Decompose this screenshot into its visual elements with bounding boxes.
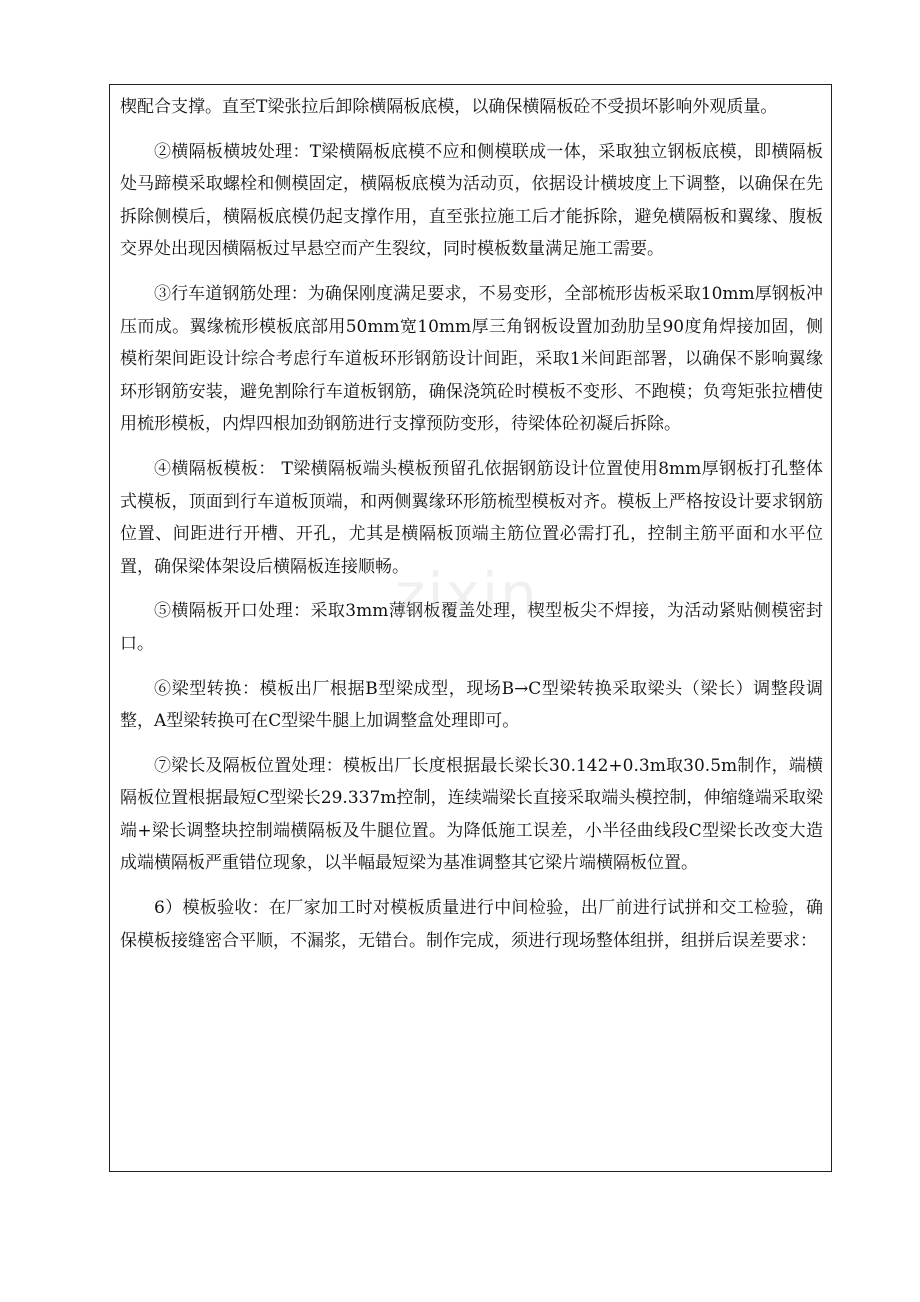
document-frame <box>109 84 832 1172</box>
paragraph-diaphragm-opening: ⑤横隔板开口处理：采取3mm薄钢板覆盖处理，楔型板尖不焊接，为活动紧贴侧模密封口。 <box>120 601 823 654</box>
paragraph-diaphragm-slope: ②横隔板横坡处理：T梁横隔板底模不应和侧模联成一体，采取独立钢板底模，即横隔板处马蹄模采取螺栓和侧模固定，横隔板底模为活动页，依据设计横坡度上下调整，以确保在先拆除侧模后，横隔板底模仍起支撑作用，直至张拉施工后才能拆除，避免横隔板和翼缘、腹板交界处出现因横隔板过早悬空而产生裂纹，同时模板数量满足施工需要。 <box>120 141 823 260</box>
paragraph-beam-length: ⑦梁长及隔板位置处理：模板出厂长度根据最长梁长30.142+0.3m取30.5m制作，端横隔板位置根据最短C型梁长29.337m控制，连续端梁长直接采取端头模控制，伸缩缝端采取梁端+梁长调整块控制端横隔板及牛腿位置。为降低施工误差，小半径曲线段C型梁长改变大造成端横隔板严重错位现象，以半幅最短梁为基准调整其它梁片端横隔板位置。 <box>120 755 823 874</box>
watermark: zixin <box>395 560 539 628</box>
paragraph-deck-rebar: ③行车道钢筋处理：为确保刚度满足要求，不易变形，全部梳形齿板采取10mm厚钢板冲压而成。翼缘梳形模板底部用50mm宽10mm厚三角钢板设置加劲肋呈90度角焊接加固，侧模桁架间距设计综合考虑行车道板环形钢筋设计间距，采取1米间距部署，以确保不影响翼缘环形钢筋安装，避免割除行车道板钢筋，确保浇筑砼时模板不变形、不跑模；负弯矩张拉槽使用梳形模板，内焊四根加劲钢筋进行支撑预防变形，待梁体砼初凝后拆除。 <box>120 283 823 435</box>
paragraph-formwork-acceptance: 6）模板验收：在厂家加工时对模板质量进行中间检验，出厂前进行试拼和交工检验，确保模板接缝密合平顺，不漏浆，无错台。制作完成，须进行现场整体组拼，组拼后误差要求： <box>120 898 823 951</box>
paragraph-beam-type-conversion: ⑥梁型转换：模板出厂根据B型梁成型，现场B→C型梁转换采取梁头（梁长）调整段调整，A型梁转换可在C型梁牛腿上加调整盒处理即可。 <box>120 678 823 732</box>
document-body <box>120 91 823 969</box>
paragraph-continuation: 楔配合支撑。直至T梁张拉后卸除横隔板底模，以确保横隔板砼不受损坏影响外观质量。 <box>120 97 778 117</box>
paragraph-diaphragm-formwork: ④横隔板模板： T梁横隔板端头模板预留孔依据钢筋设计位置使用8mm厚钢板打孔整体式模板，顶面到行车道板顶端，和两侧翼缘环形筋梳型模板对齐。模板上严格按设计要求钢筋位置、间距进行开槽、开孔，尤其是横隔板顶端主筋位置必需打孔，控制主筋平面和水平位置，确保梁体架设后横隔板连接顺畅。 <box>120 458 823 577</box>
